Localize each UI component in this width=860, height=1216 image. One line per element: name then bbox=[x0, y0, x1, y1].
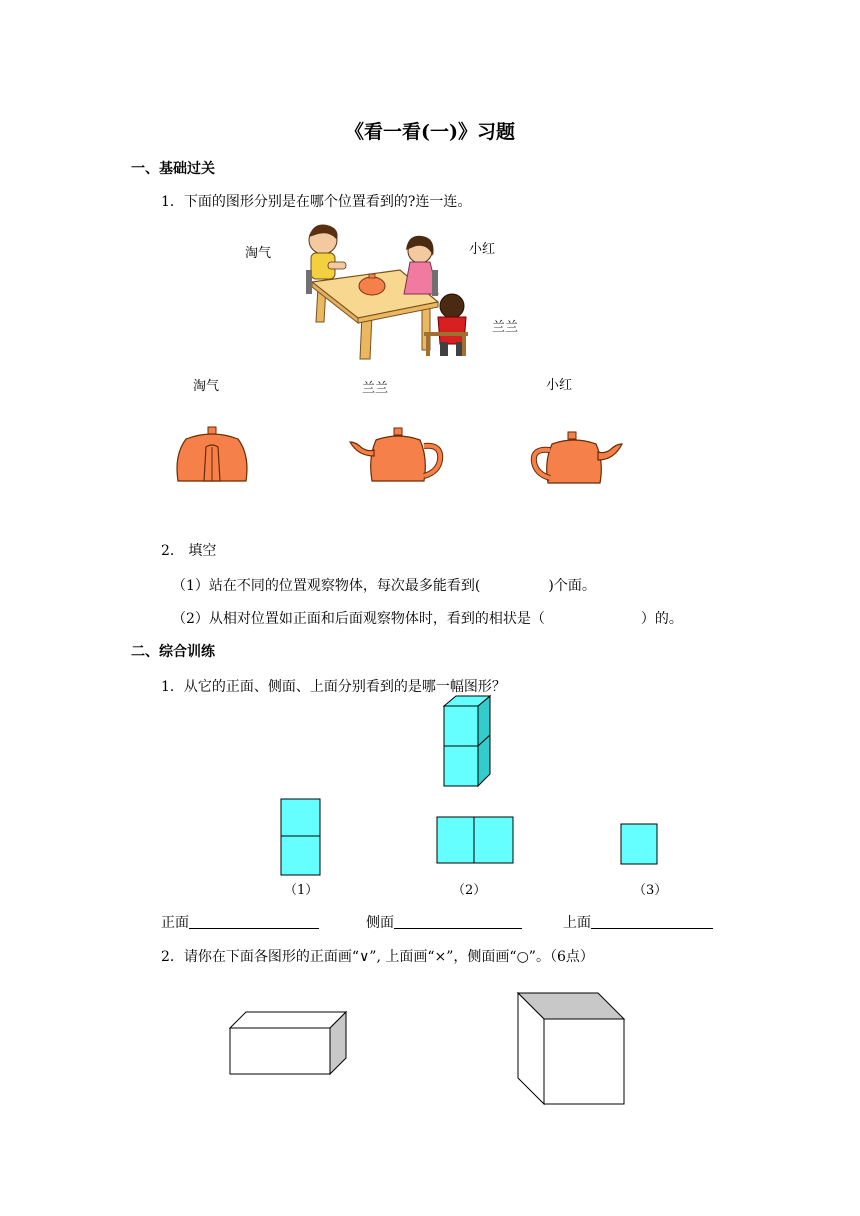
teapot-view-front-icon bbox=[172, 425, 252, 485]
answer-side bbox=[366, 912, 522, 932]
table-scene-illustration bbox=[300, 222, 480, 367]
question-2-text: 2． 填空 bbox=[161, 543, 217, 559]
cube-figure[interactable] bbox=[516, 991, 628, 1107]
question-3-text: 1．从它的正面、侧面、上面分别看到的是哪一幅图形？ bbox=[161, 679, 506, 695]
question-1-text: 1．下面的图形分别是在哪个位置看到的?连一连。 bbox=[161, 194, 472, 210]
scene-name-lanlan: 兰兰 bbox=[492, 320, 519, 335]
answer-side-input[interactable] bbox=[394, 914, 522, 929]
answer-front-label: 正面 bbox=[161, 915, 189, 931]
answer-top bbox=[563, 912, 713, 932]
fill-blank-item-1 bbox=[172, 575, 596, 595]
scene-name-xiaohong: 小红 bbox=[469, 242, 496, 257]
fill-blank-item-2-after: ）的。 bbox=[640, 611, 683, 627]
view-label-taoqi: 淘气 bbox=[193, 379, 220, 394]
option-2-figure[interactable] bbox=[436, 816, 514, 864]
option-1-figure[interactable] bbox=[280, 798, 322, 876]
question-4-text: 2．请你在下面各图形的正面画“∨”, 上面画“×”，侧面画“○”。（6点） bbox=[161, 949, 594, 965]
stacked-cubes-figure bbox=[440, 694, 494, 788]
cuboid-figure[interactable] bbox=[228, 1010, 348, 1076]
page-title: 《看一看(一)》习题 bbox=[345, 121, 515, 143]
fill-blank-item-2-before: （2）从相对位置如正面和后面观察物体时，看到的相状是（ bbox=[172, 611, 545, 627]
answer-top-input[interactable] bbox=[591, 914, 713, 929]
option-3-figure[interactable] bbox=[620, 823, 658, 865]
section-heading-basic: 一、基础过关 bbox=[131, 161, 215, 177]
fill-blank-item-1-before: （1）站在不同的位置观察物体，每次最多能看到( bbox=[172, 578, 481, 594]
fill-blank-item-1-after: )个面。 bbox=[548, 578, 596, 594]
answer-top-label: 上面 bbox=[563, 915, 591, 931]
view-label-lanlan: 兰兰 bbox=[362, 381, 389, 396]
option-3-label: （3） bbox=[633, 883, 668, 898]
teapot-view-spout-right-icon bbox=[530, 430, 626, 486]
scene-name-taoqi: 淘气 bbox=[245, 246, 272, 261]
answer-front-input[interactable] bbox=[189, 914, 319, 929]
option-2-label: （2） bbox=[452, 883, 487, 898]
fill-blank-item-2 bbox=[172, 608, 683, 628]
teapot-view-spout-left-icon bbox=[348, 426, 444, 484]
section-heading-comprehensive: 二、综合训练 bbox=[131, 644, 215, 660]
view-label-xiaohong: 小红 bbox=[546, 378, 573, 393]
answer-side-label: 侧面 bbox=[366, 915, 394, 931]
option-1-label: （1） bbox=[284, 883, 319, 898]
answer-front bbox=[161, 912, 319, 932]
